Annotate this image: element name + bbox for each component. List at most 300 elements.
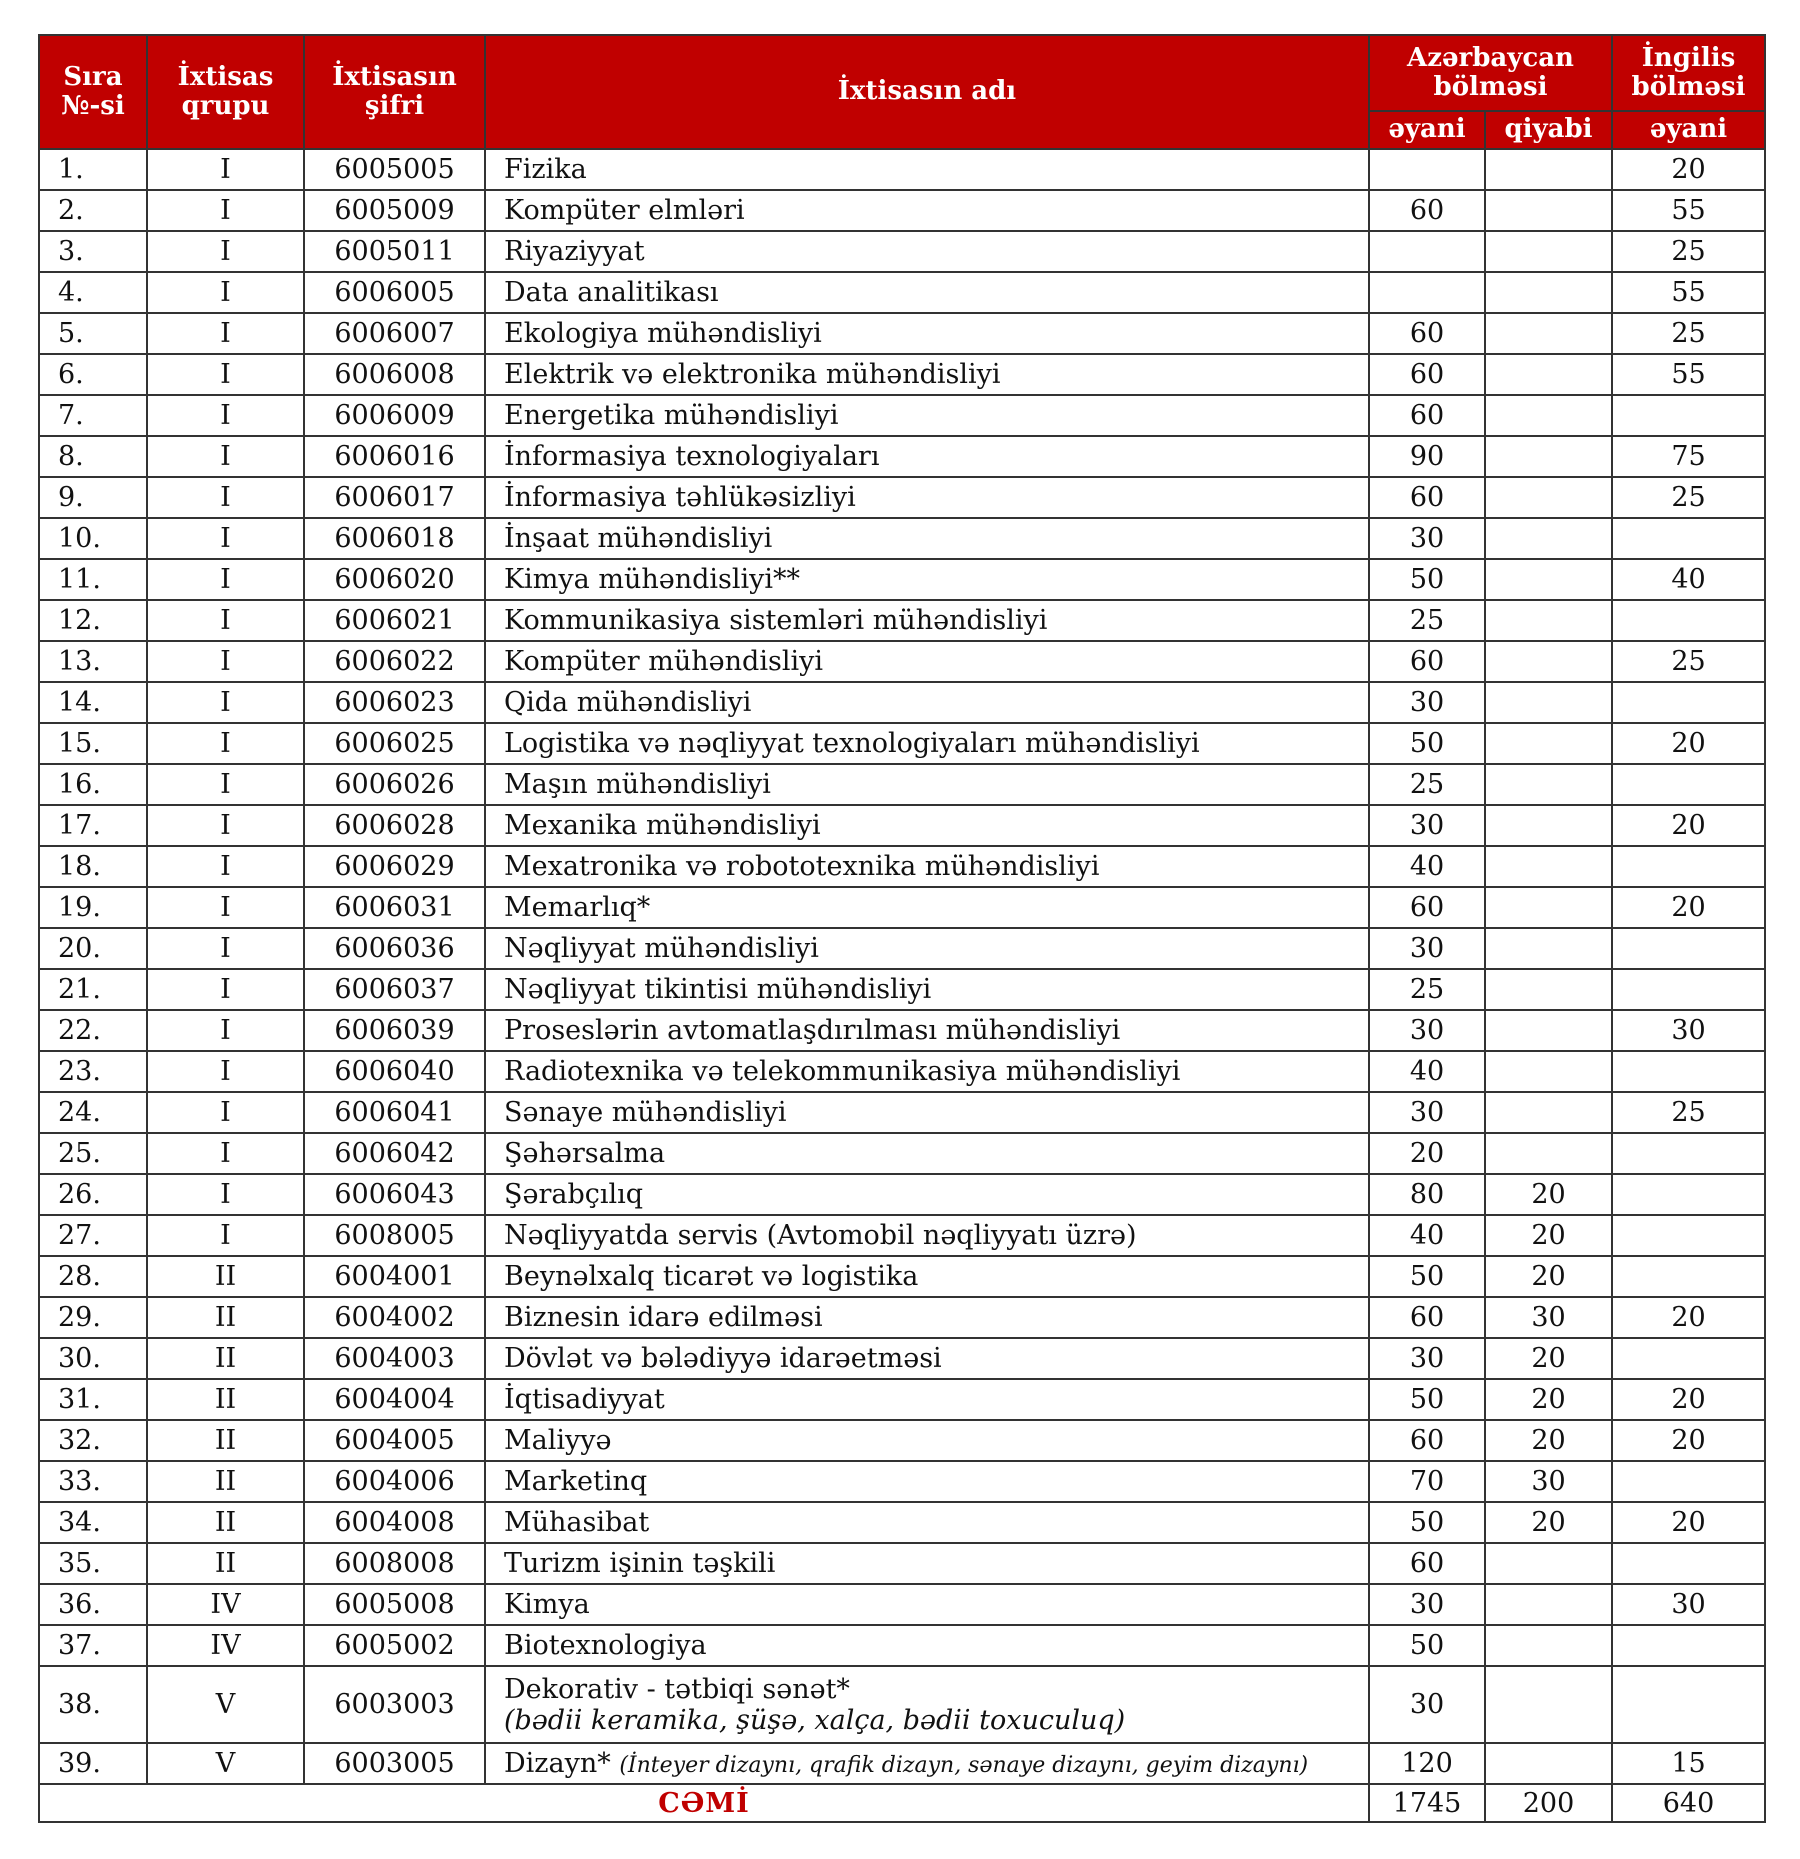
specialty-group: I — [147, 682, 304, 723]
en-full-time-quota — [1612, 846, 1765, 887]
row-number: 34. — [39, 1502, 147, 1543]
specialty-name — [485, 231, 1369, 272]
specialties-table — [38, 34, 1766, 1823]
specialty-code: 6004004 — [304, 1379, 485, 1420]
specialty-group: II — [147, 1297, 304, 1338]
specialty-group: I — [147, 190, 304, 231]
en-full-time-quota: 25 — [1612, 313, 1765, 354]
specialty-name-text: Maşın mühəndisliyi — [504, 769, 771, 800]
row-number: 33. — [39, 1461, 147, 1502]
az-full-time-quota: 20 — [1369, 1133, 1485, 1174]
specialty-name — [485, 477, 1369, 518]
az-full-time-quota: 30 — [1369, 805, 1485, 846]
row-number: 12. — [39, 600, 147, 641]
specialty-code: 6004002 — [304, 1297, 485, 1338]
specialty-code: 6004001 — [304, 1256, 485, 1297]
total-en-full-time: 640 — [1612, 1784, 1765, 1822]
table-row — [39, 1256, 1765, 1297]
specialty-group: I — [147, 1092, 304, 1133]
row-number: 8. — [39, 436, 147, 477]
en-full-time-quota — [1612, 518, 1765, 559]
az-distance-quota — [1485, 723, 1612, 764]
specialty-name-text: İnformasiya texnologiyaları — [504, 441, 880, 472]
table-row — [39, 477, 1765, 518]
specialty-subtitle: (bədii keramika, şüşə, xalça, bədii toxuculuq) — [504, 1704, 1126, 1736]
az-full-time-quota: 30 — [1369, 1338, 1485, 1379]
en-full-time-quota — [1612, 1666, 1765, 1743]
specialty-code: 6006020 — [304, 559, 485, 600]
specialty-code: 6004005 — [304, 1420, 485, 1461]
header-az-distance: qiyabi — [1485, 111, 1612, 149]
az-full-time-quota — [1369, 149, 1485, 190]
specialty-name — [485, 1174, 1369, 1215]
specialty-name-text: Maliyyə — [504, 1425, 612, 1456]
specialty-name-text: Şərabçılıq — [504, 1179, 644, 1210]
specialty-name-text: Kommunikasiya sistemləri mühəndisliyi — [504, 605, 1048, 636]
specialty-group: I — [147, 600, 304, 641]
specialty-name-text: Mühasibat — [504, 1507, 650, 1538]
az-distance-quota: 20 — [1485, 1420, 1612, 1461]
en-full-time-quota — [1612, 1174, 1765, 1215]
specialty-name — [485, 313, 1369, 354]
specialty-group: II — [147, 1543, 304, 1584]
az-distance-quota — [1485, 1666, 1612, 1743]
en-full-time-quota — [1612, 1461, 1765, 1502]
specialty-code: 6006043 — [304, 1174, 485, 1215]
specialty-code: 6004006 — [304, 1461, 485, 1502]
specialty-code: 6006039 — [304, 1010, 485, 1051]
az-distance-quota — [1485, 149, 1612, 190]
table-row — [39, 1584, 1765, 1625]
specialty-name-text: Proseslərin avtomatlaşdırılması mühəndisliyi — [504, 1015, 1121, 1046]
specialty-name-text: Nəqliyyat tikintisi mühəndisliyi — [504, 974, 932, 1005]
az-full-time-quota: 50 — [1369, 559, 1485, 600]
specialty-group: I — [147, 559, 304, 600]
specialty-name — [485, 1543, 1369, 1584]
specialty-group: I — [147, 354, 304, 395]
table-row — [39, 313, 1765, 354]
row-number: 5. — [39, 313, 147, 354]
en-full-time-quota — [1612, 395, 1765, 436]
specialty-name-text: Turizm işinin təşkili — [504, 1548, 776, 1579]
az-full-time-quota — [1369, 272, 1485, 313]
az-distance-quota: 20 — [1485, 1256, 1612, 1297]
specialty-code: 6006022 — [304, 641, 485, 682]
az-full-time-quota: 30 — [1369, 1010, 1485, 1051]
specialty-code: 6005005 — [304, 149, 485, 190]
az-distance-quota — [1485, 231, 1612, 272]
az-distance-quota: 20 — [1485, 1379, 1612, 1420]
specialty-name — [485, 805, 1369, 846]
table-row — [39, 1297, 1765, 1338]
specialty-name — [485, 764, 1369, 805]
az-distance-quota — [1485, 190, 1612, 231]
en-full-time-quota — [1612, 600, 1765, 641]
table-row — [39, 1215, 1765, 1256]
row-number: 15. — [39, 723, 147, 764]
az-distance-quota: 20 — [1485, 1174, 1612, 1215]
en-full-time-quota — [1612, 682, 1765, 723]
en-full-time-quota — [1612, 1215, 1765, 1256]
specialty-name — [485, 559, 1369, 600]
specialty-group: I — [147, 231, 304, 272]
row-number: 32. — [39, 1420, 147, 1461]
specialty-name-text: Mexatronika və robototexnika mühəndisliyi — [504, 851, 1100, 882]
specialty-name-text: Mexanika mühəndisliyi — [504, 810, 821, 841]
en-full-time-quota: 20 — [1612, 1502, 1765, 1543]
header-specialty-code: İxtisasın şifri — [304, 35, 485, 149]
table-row — [39, 969, 1765, 1010]
table-row — [39, 805, 1765, 846]
az-full-time-quota: 25 — [1369, 764, 1485, 805]
az-full-time-quota: 60 — [1369, 1543, 1485, 1584]
az-distance-quota — [1485, 1743, 1612, 1784]
specialty-name-text: Kimya — [504, 1589, 590, 1620]
table-row — [39, 887, 1765, 928]
header-specialty-group: İxtisas qrupu — [147, 35, 304, 149]
specialty-code: 6006009 — [304, 395, 485, 436]
specialty-code: 6006025 — [304, 723, 485, 764]
specialty-code: 6006008 — [304, 354, 485, 395]
specialty-code: 6005011 — [304, 231, 485, 272]
az-distance-quota — [1485, 1092, 1612, 1133]
specialty-code: 6006031 — [304, 887, 485, 928]
az-distance-quota: 20 — [1485, 1215, 1612, 1256]
specialty-name — [485, 272, 1369, 313]
table-row — [39, 1133, 1765, 1174]
specialty-name-text: Nəqliyyat mühəndisliyi — [504, 933, 819, 964]
specialty-name — [485, 887, 1369, 928]
specialty-group: I — [147, 1133, 304, 1174]
en-full-time-quota: 20 — [1612, 149, 1765, 190]
en-full-time-quota: 20 — [1612, 1420, 1765, 1461]
az-distance-quota — [1485, 682, 1612, 723]
en-full-time-quota: 25 — [1612, 1092, 1765, 1133]
total-row — [39, 1784, 1765, 1822]
row-number: 24. — [39, 1092, 147, 1133]
specialty-group: V — [147, 1743, 304, 1784]
specialty-name — [485, 190, 1369, 231]
en-full-time-quota — [1612, 764, 1765, 805]
specialty-group: II — [147, 1502, 304, 1543]
row-number: 19. — [39, 887, 147, 928]
specialty-group: I — [147, 846, 304, 887]
az-distance-quota — [1485, 805, 1612, 846]
table-row — [39, 1420, 1765, 1461]
specialty-name-text: İnşaat mühəndisliyi — [504, 523, 773, 554]
az-distance-quota — [1485, 846, 1612, 887]
specialty-code: 6008005 — [304, 1215, 485, 1256]
en-full-time-quota: 75 — [1612, 436, 1765, 477]
en-full-time-quota: 55 — [1612, 354, 1765, 395]
az-full-time-quota: 50 — [1369, 1256, 1485, 1297]
specialty-code: 6006040 — [304, 1051, 485, 1092]
specialty-code: 6005008 — [304, 1584, 485, 1625]
row-number: 27. — [39, 1215, 147, 1256]
en-full-time-quota: 40 — [1612, 559, 1765, 600]
row-number: 37. — [39, 1625, 147, 1666]
az-full-time-quota: 60 — [1369, 313, 1485, 354]
en-full-time-quota: 15 — [1612, 1743, 1765, 1784]
az-distance-quota — [1485, 559, 1612, 600]
specialty-name — [485, 395, 1369, 436]
az-full-time-quota: 50 — [1369, 723, 1485, 764]
specialty-group: I — [147, 1010, 304, 1051]
specialty-code: 6006017 — [304, 477, 485, 518]
row-number: 29. — [39, 1297, 147, 1338]
specialty-name-text: Qida mühəndisliyi — [504, 687, 752, 718]
en-full-time-quota — [1612, 1051, 1765, 1092]
table-row — [39, 1543, 1765, 1584]
specialty-group: I — [147, 805, 304, 846]
table-row — [39, 1051, 1765, 1092]
table-row — [39, 231, 1765, 272]
table-row — [39, 518, 1765, 559]
table-row — [39, 1743, 1765, 1784]
az-distance-quota — [1485, 1051, 1612, 1092]
specialty-code: 6006028 — [304, 805, 485, 846]
en-full-time-quota: 30 — [1612, 1584, 1765, 1625]
row-number: 38. — [39, 1666, 147, 1743]
specialty-group: I — [147, 477, 304, 518]
specialty-name — [485, 1256, 1369, 1297]
en-full-time-quota: 30 — [1612, 1010, 1765, 1051]
az-full-time-quota: 30 — [1369, 928, 1485, 969]
specialty-name — [485, 1010, 1369, 1051]
table-row — [39, 1502, 1765, 1543]
table-row — [39, 190, 1765, 231]
specialty-code: 6008008 — [304, 1543, 485, 1584]
specialty-group: I — [147, 313, 304, 354]
specialty-name-text: Dizayn* — [504, 1748, 611, 1779]
specialty-name-text: Beynəlxalq ticarət və logistika — [504, 1261, 919, 1292]
table-row — [39, 354, 1765, 395]
table-row — [39, 1666, 1765, 1743]
specialty-name-text: Elektrik və elektronika mühəndisliyi — [504, 359, 1001, 390]
az-distance-quota — [1485, 354, 1612, 395]
total-az-full-time: 1745 — [1369, 1784, 1485, 1822]
az-distance-quota — [1485, 1625, 1612, 1666]
table-body — [39, 149, 1765, 1822]
specialty-code: 6006026 — [304, 764, 485, 805]
az-full-time-quota: 30 — [1369, 682, 1485, 723]
en-full-time-quota: 25 — [1612, 477, 1765, 518]
table-row — [39, 559, 1765, 600]
az-full-time-quota — [1369, 231, 1485, 272]
specialty-group: I — [147, 518, 304, 559]
row-number: 3. — [39, 231, 147, 272]
en-full-time-quota: 20 — [1612, 1297, 1765, 1338]
az-full-time-quota: 60 — [1369, 395, 1485, 436]
row-number: 17. — [39, 805, 147, 846]
table-row — [39, 641, 1765, 682]
specialty-group: II — [147, 1420, 304, 1461]
specialty-group: II — [147, 1461, 304, 1502]
specialty-code: 6006042 — [304, 1133, 485, 1174]
table-row — [39, 272, 1765, 313]
specialty-name — [485, 1051, 1369, 1092]
az-full-time-quota: 80 — [1369, 1174, 1485, 1215]
specialty-group: I — [147, 969, 304, 1010]
table-row — [39, 764, 1765, 805]
specialty-group: I — [147, 1174, 304, 1215]
specialty-code: 6004003 — [304, 1338, 485, 1379]
specialty-name-text: Kompüter elmləri — [504, 195, 745, 226]
row-number: 36. — [39, 1584, 147, 1625]
table-row — [39, 928, 1765, 969]
specialty-code: 6006016 — [304, 436, 485, 477]
specialty-name — [485, 600, 1369, 641]
specialty-name-text: Dövlət və bələdiyyə idarəetməsi — [504, 1343, 942, 1374]
specialty-name — [485, 1584, 1369, 1625]
az-distance-quota — [1485, 764, 1612, 805]
specialty-name-text: Riyaziyyat — [504, 236, 645, 267]
en-full-time-quota: 25 — [1612, 231, 1765, 272]
specialty-code: 6006036 — [304, 928, 485, 969]
en-full-time-quota — [1612, 1256, 1765, 1297]
specialty-name — [485, 436, 1369, 477]
specialty-code: 6006005 — [304, 272, 485, 313]
specialty-name-text: Biznesin idarə edilməsi — [504, 1302, 823, 1333]
specialty-group: I — [147, 436, 304, 477]
table-row — [39, 846, 1765, 887]
row-number: 25. — [39, 1133, 147, 1174]
en-full-time-quota: 25 — [1612, 641, 1765, 682]
specialty-name — [485, 1743, 1369, 1784]
row-number: 20. — [39, 928, 147, 969]
specialty-code: 6004008 — [304, 1502, 485, 1543]
az-distance-quota — [1485, 1543, 1612, 1584]
specialty-code: 6003005 — [304, 1743, 485, 1784]
row-number: 22. — [39, 1010, 147, 1051]
row-number: 7. — [39, 395, 147, 436]
az-distance-quota — [1485, 969, 1612, 1010]
specialty-name-text: Data analitikası — [504, 277, 719, 308]
table-row — [39, 1379, 1765, 1420]
az-full-time-quota: 70 — [1369, 1461, 1485, 1502]
specialty-name-text: Memarlıq* — [504, 892, 651, 923]
specialty-group: I — [147, 1215, 304, 1256]
az-full-time-quota: 30 — [1369, 518, 1485, 559]
az-distance-quota — [1485, 1010, 1612, 1051]
specialty-group: I — [147, 764, 304, 805]
row-number: 10. — [39, 518, 147, 559]
table-row — [39, 1625, 1765, 1666]
table-row — [39, 723, 1765, 764]
az-distance-quota: 30 — [1485, 1461, 1612, 1502]
specialty-name — [485, 1092, 1369, 1133]
specialty-name — [485, 1420, 1369, 1461]
en-full-time-quota: 55 — [1612, 272, 1765, 313]
table-row — [39, 1461, 1765, 1502]
specialty-name-text: Kompüter mühəndisliyi — [504, 646, 823, 677]
row-number: 26. — [39, 1174, 147, 1215]
specialty-code: 6003003 — [304, 1666, 485, 1743]
specialty-code: 6006021 — [304, 600, 485, 641]
en-full-time-quota — [1612, 1543, 1765, 1584]
specialty-name-text: Fizika — [504, 154, 587, 185]
specialty-name — [485, 518, 1369, 559]
specialty-group: I — [147, 641, 304, 682]
total-az-distance: 200 — [1485, 1784, 1612, 1822]
specialty-group: IV — [147, 1625, 304, 1666]
az-full-time-quota: 25 — [1369, 600, 1485, 641]
az-full-time-quota: 30 — [1369, 1584, 1485, 1625]
row-number: 28. — [39, 1256, 147, 1297]
specialty-name — [485, 1379, 1369, 1420]
row-number: 6. — [39, 354, 147, 395]
az-full-time-quota: 60 — [1369, 1297, 1485, 1338]
en-full-time-quota: 20 — [1612, 1379, 1765, 1420]
row-number: 4. — [39, 272, 147, 313]
az-full-time-quota: 30 — [1369, 1666, 1485, 1743]
specialty-note: (İnteyer dizaynı, qrafik dizayn, sənaye dizaynı, geyim dizaynı) — [619, 1753, 1309, 1778]
table-header — [39, 35, 1765, 149]
header-specialty-name: İxtisasın adı — [485, 35, 1369, 149]
table-row — [39, 1010, 1765, 1051]
specialty-name — [485, 846, 1369, 887]
specialty-group: I — [147, 149, 304, 190]
specialty-group: I — [147, 928, 304, 969]
specialty-code: 6005002 — [304, 1625, 485, 1666]
row-number: 2. — [39, 190, 147, 231]
specialty-name-text: İnformasiya təhlükəsizliyi — [504, 482, 856, 513]
az-full-time-quota: 40 — [1369, 1215, 1485, 1256]
en-full-time-quota — [1612, 1338, 1765, 1379]
specialty-name-text: Energetika mühəndisliyi — [504, 400, 839, 431]
row-number: 21. — [39, 969, 147, 1010]
en-full-time-quota — [1612, 928, 1765, 969]
specialty-group: V — [147, 1666, 304, 1743]
az-distance-quota: 20 — [1485, 1502, 1612, 1543]
specialty-name-text: Nəqliyyatda servis (Avtomobil nəqliyyatı üzrə) — [504, 1220, 1137, 1251]
specialty-name-text: Ekologiya mühəndisliyi — [504, 318, 822, 349]
az-full-time-quota: 50 — [1369, 1379, 1485, 1420]
en-full-time-quota: 20 — [1612, 723, 1765, 764]
en-full-time-quota: 55 — [1612, 190, 1765, 231]
az-distance-quota — [1485, 313, 1612, 354]
az-distance-quota — [1485, 887, 1612, 928]
az-full-time-quota: 25 — [1369, 969, 1485, 1010]
row-number: 39. — [39, 1743, 147, 1784]
specialty-name — [485, 354, 1369, 395]
table-row — [39, 1338, 1765, 1379]
az-distance-quota — [1485, 518, 1612, 559]
az-full-time-quota: 60 — [1369, 641, 1485, 682]
specialty-name — [485, 149, 1369, 190]
row-number: 18. — [39, 846, 147, 887]
specialty-group: I — [147, 723, 304, 764]
specialty-name — [485, 1297, 1369, 1338]
specialty-name-text: Sənaye mühəndisliyi — [504, 1097, 787, 1128]
az-full-time-quota: 60 — [1369, 354, 1485, 395]
az-distance-quota — [1485, 272, 1612, 313]
row-number: 14. — [39, 682, 147, 723]
table-row — [39, 149, 1765, 190]
row-number: 11. — [39, 559, 147, 600]
en-full-time-quota — [1612, 969, 1765, 1010]
specialty-name — [485, 1666, 1369, 1743]
az-full-time-quota: 60 — [1369, 477, 1485, 518]
table-row — [39, 1092, 1765, 1133]
row-number: 23. — [39, 1051, 147, 1092]
table-row — [39, 600, 1765, 641]
specialty-name-text: Şəhərsalma — [504, 1138, 666, 1169]
en-full-time-quota: 20 — [1612, 887, 1765, 928]
specialty-name — [485, 1461, 1369, 1502]
az-full-time-quota: 30 — [1369, 1092, 1485, 1133]
specialty-name — [485, 1502, 1369, 1543]
